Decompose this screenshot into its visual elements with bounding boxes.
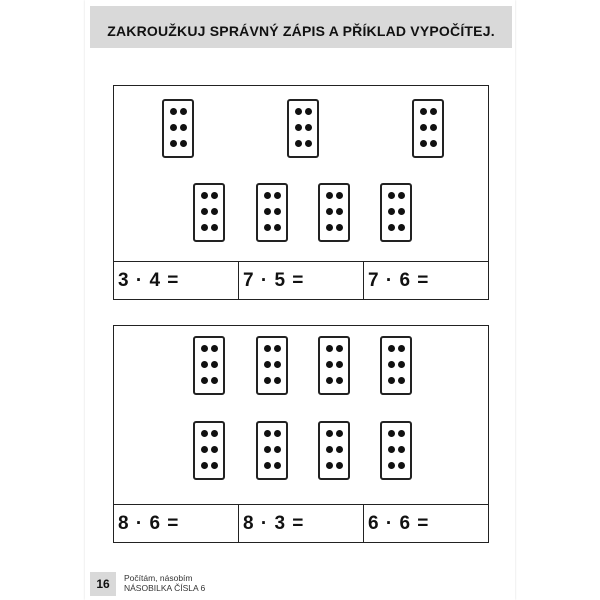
domino-dot [201,446,208,453]
domino-dot [201,462,208,469]
domino-dot [336,361,343,368]
domino-dot [295,124,302,131]
domino [162,99,194,158]
domino-dot [388,462,395,469]
domino-dot [264,377,271,384]
instruction-header [90,6,512,48]
domino-dot [336,377,343,384]
domino-dot [274,208,281,215]
domino [318,183,350,242]
domino-dot [388,208,395,215]
domino-dot [388,192,395,199]
domino-dot [326,430,333,437]
domino-dot [211,208,218,215]
domino-dot [430,108,437,115]
domino-dot [398,361,405,368]
domino [256,421,288,480]
domino-dot [211,361,218,368]
domino-dot [264,361,271,368]
domino-dot [388,361,395,368]
domino [318,336,350,395]
domino-dot [201,192,208,199]
domino-dot [274,430,281,437]
domino-dot [201,224,208,231]
domino-dot [274,446,281,453]
equation-option[interactable]: 6 · 6 = [368,512,430,534]
domino-dot [326,462,333,469]
domino-dot [388,377,395,384]
domino-dot [295,108,302,115]
domino-dot [170,140,177,147]
domino-dot [336,192,343,199]
domino-dot [305,124,312,131]
domino-dot [326,377,333,384]
domino-dot [388,430,395,437]
domino-dot [274,361,281,368]
domino-dot [420,140,427,147]
domino [412,99,444,158]
domino-dot [264,430,271,437]
domino-dot [398,345,405,352]
domino-dot [398,208,405,215]
domino-dot [201,361,208,368]
domino-dot [274,224,281,231]
domino-dot [201,345,208,352]
domino-dot [336,208,343,215]
domino-dot [180,108,187,115]
domino-dot [398,430,405,437]
domino-dot [274,377,281,384]
domino [193,183,225,242]
equation-option[interactable]: 8 · 6 = [114,505,239,542]
domino-dot [326,446,333,453]
domino-dot [420,124,427,131]
equation-row [114,261,488,299]
exercise-panel-2 [113,325,489,543]
instruction-text: ZAKROUŽKUJ SPRÁVNÝ ZÁPIS A PŘÍKLAD VYPOČÍTEJ. [107,23,495,39]
equation-option[interactable]: 7 · 5 = [239,262,364,299]
domino-dot [336,462,343,469]
domino-dot [264,462,271,469]
domino-dot [264,345,271,352]
domino-dot [336,345,343,352]
domino [256,183,288,242]
equation-row [114,504,488,542]
domino-dot [326,345,333,352]
domino-dot [211,446,218,453]
domino-dot [326,361,333,368]
domino-dot [180,124,187,131]
domino-dot [274,192,281,199]
footer-line-2: NÁSOBILKA ČÍSLA 6 [124,583,206,593]
domino-dot [264,446,271,453]
domino [380,183,412,242]
domino-dot [388,345,395,352]
domino-dot [264,192,271,199]
domino-dot [326,208,333,215]
equation-option[interactable]: 7 · 6 = [368,269,430,291]
domino-dot [305,140,312,147]
domino-dot [274,462,281,469]
domino-dot [211,377,218,384]
domino-dot [211,430,218,437]
domino [318,421,350,480]
domino-dot [201,208,208,215]
domino-dot [264,224,271,231]
domino-dot [211,345,218,352]
domino-dot [398,224,405,231]
domino-dot [305,108,312,115]
domino-dot [274,345,281,352]
domino-dot [388,446,395,453]
domino-dot [398,377,405,384]
domino-dot [430,124,437,131]
domino [256,336,288,395]
domino-dot [211,462,218,469]
domino-dot [211,224,218,231]
domino-dot [336,430,343,437]
footer-book-title [124,573,205,593]
domino [193,336,225,395]
domino-dot [201,377,208,384]
domino-dot [420,108,427,115]
equation-option[interactable]: 8 · 3 = [239,505,364,542]
equation-option[interactable]: 3 · 4 = [114,262,239,299]
domino-dot [398,192,405,199]
domino [193,421,225,480]
domino-dot [336,224,343,231]
domino-dot [201,430,208,437]
footer-line-1: Počítám, násobím [124,573,193,583]
domino-dot [180,140,187,147]
domino [380,421,412,480]
domino-dot [398,462,405,469]
domino-dot [398,446,405,453]
domino-dot [170,108,177,115]
domino-dot [170,124,177,131]
page-number: 16 [96,577,110,591]
domino-dot [295,140,302,147]
domino-dot [326,224,333,231]
domino-dot [211,192,218,199]
domino-dot [326,192,333,199]
exercise-panel-1 [113,85,489,300]
page-number-badge [90,572,116,596]
domino-dot [430,140,437,147]
domino [380,336,412,395]
domino-dot [336,446,343,453]
domino-dot [388,224,395,231]
domino-dot [264,208,271,215]
domino [287,99,319,158]
